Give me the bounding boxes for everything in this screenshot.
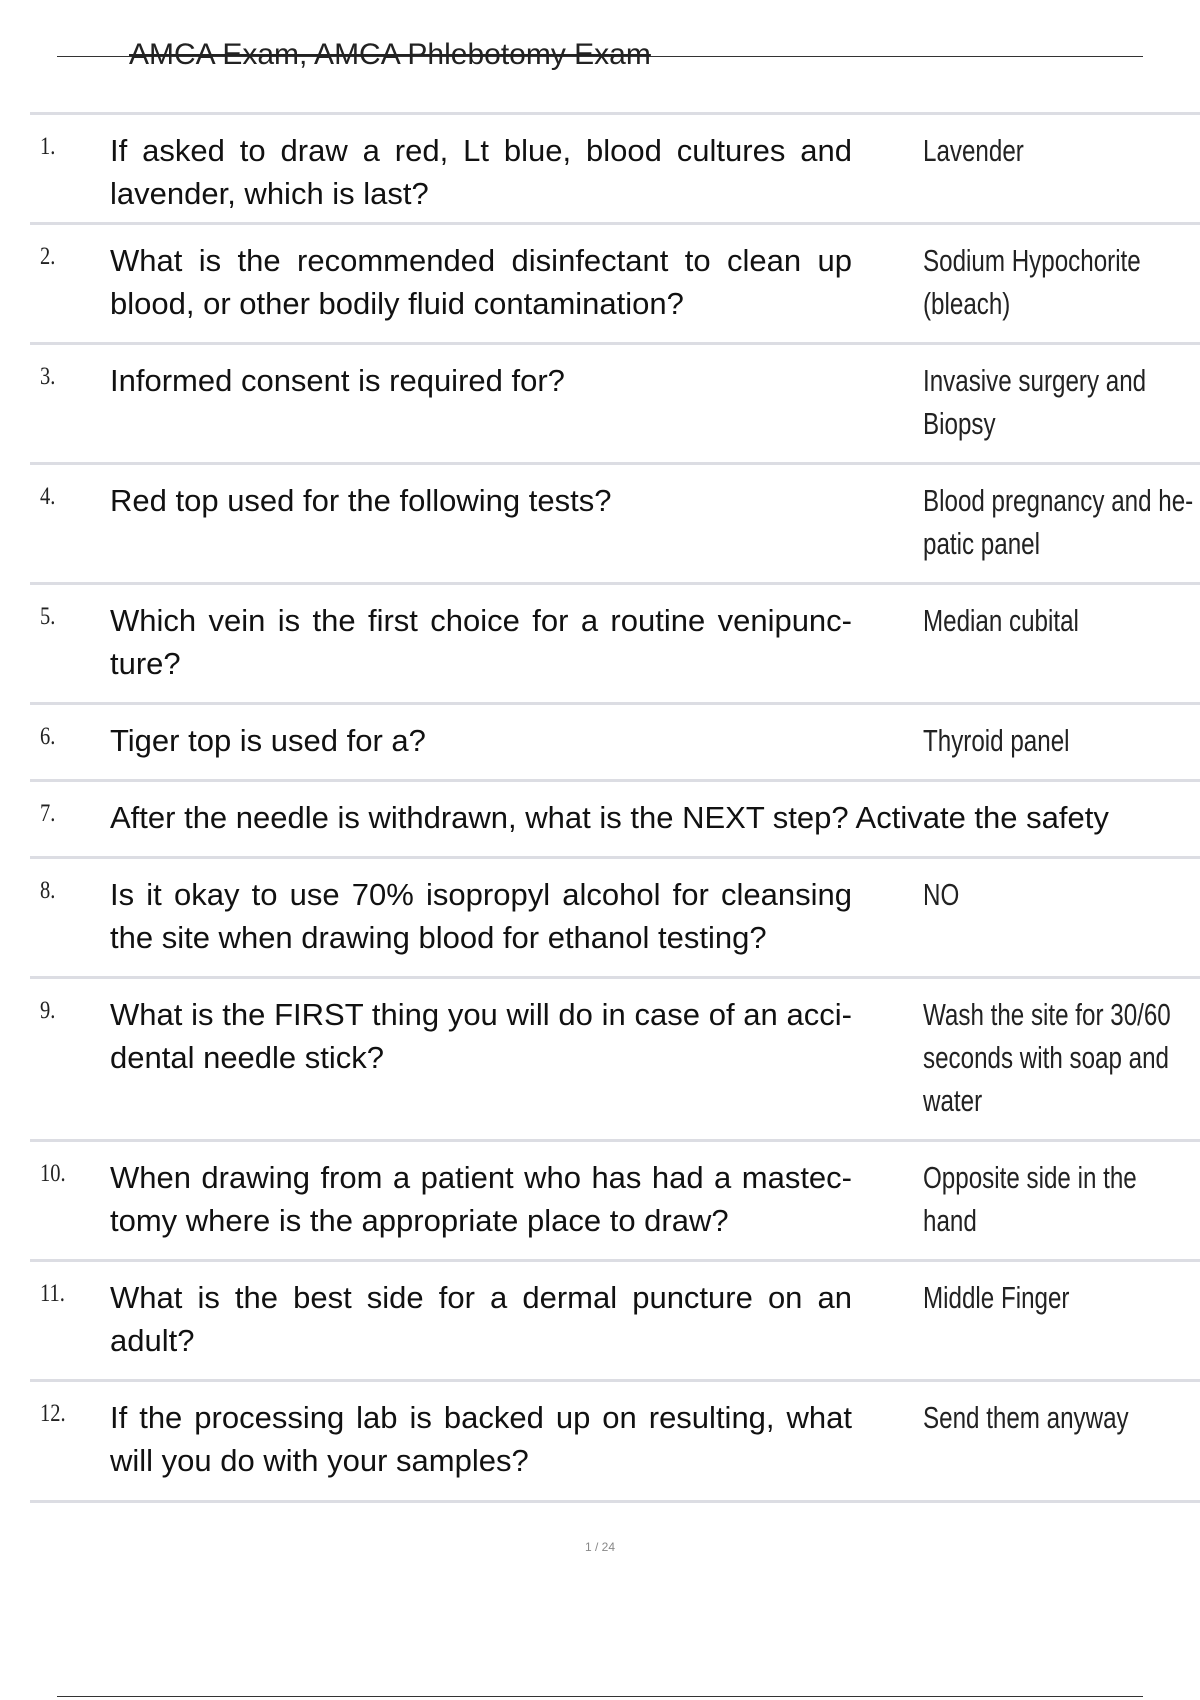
question-number: 2. bbox=[40, 243, 56, 270]
qa-row bbox=[30, 115, 1200, 225]
answer-text: Wash the site for 30/60 seconds with soap and water bbox=[923, 997, 1171, 1118]
footer-rule bbox=[57, 1696, 1143, 1697]
question-number: 7. bbox=[40, 800, 56, 827]
question-number: 1. bbox=[40, 133, 56, 160]
qa-row bbox=[30, 1142, 1200, 1262]
qa-row bbox=[30, 1262, 1200, 1382]
question-number: 5. bbox=[40, 603, 56, 630]
question-text: After the needle is withdrawn, what is the NEXT step? Activate the safety bbox=[110, 800, 1109, 835]
question-number: 9. bbox=[40, 997, 56, 1024]
answer-text: Lavender bbox=[923, 133, 1024, 168]
question-text: What is the recommended disinfectant to clean up blood, or other bodily fluid contamination? bbox=[110, 243, 852, 321]
answer-text: Send them anyway bbox=[923, 1400, 1129, 1435]
page-number: 1 / 24 bbox=[584, 1540, 616, 1554]
answer-text: Opposite side in the hand bbox=[923, 1160, 1137, 1238]
question-number: 10. bbox=[40, 1160, 66, 1187]
question-text: Tiger top is used for a? bbox=[110, 723, 426, 758]
question-text: What is the best side for a dermal puncture on an adult? bbox=[110, 1280, 852, 1358]
page-header bbox=[57, 34, 1143, 74]
answer-text: Blood pregnancy and he- patic panel bbox=[923, 483, 1194, 561]
question-text: When drawing from a patient who has had a mastec- tomy where is the appropriate place to draw? bbox=[110, 1160, 852, 1238]
question-text: Red top used for the following tests? bbox=[110, 483, 612, 518]
question-number: 3. bbox=[40, 363, 56, 390]
qa-row bbox=[30, 859, 1200, 979]
answer-text: Middle Finger bbox=[923, 1280, 1070, 1315]
qa-row bbox=[30, 225, 1200, 345]
qa-row bbox=[30, 345, 1200, 465]
question-text: Informed consent is required for? bbox=[110, 363, 565, 398]
answer-text: Invasive surgery and Biopsy bbox=[923, 363, 1147, 441]
qa-row bbox=[30, 1382, 1200, 1503]
question-text: If asked to draw a red, Lt blue, blood cultures and lavender, which is last? bbox=[110, 133, 852, 211]
answer-text: Sodium Hypochorite (bleach) bbox=[923, 243, 1141, 321]
question-text: Which vein is the first choice for a routine venipunc- ture? bbox=[110, 603, 852, 681]
qa-row bbox=[30, 782, 1200, 859]
answer-text: Thyroid panel bbox=[923, 723, 1070, 758]
question-text: What is the FIRST thing you will do in case of an acci- dental needle stick? bbox=[110, 997, 852, 1075]
qa-row bbox=[30, 465, 1200, 585]
question-number: 12. bbox=[40, 1400, 66, 1427]
qa-row bbox=[30, 585, 1200, 705]
question-number: 6. bbox=[40, 723, 56, 750]
document-title: AMCA Exam, AMCA Phlebotomy Exam bbox=[129, 38, 651, 71]
question-text: If the processing lab is backed up on resulting, what will you do with your samples? bbox=[110, 1400, 852, 1478]
answer-text: NO bbox=[923, 877, 960, 912]
question-text: Is it okay to use 70% isopropyl alcohol for cleansing the site when drawing blood for ethanol testing? bbox=[110, 877, 852, 955]
question-number: 4. bbox=[40, 483, 56, 510]
answer-text: Median cubital bbox=[923, 603, 1079, 638]
qa-row bbox=[30, 979, 1200, 1142]
question-number: 11. bbox=[40, 1280, 65, 1307]
qa-table bbox=[30, 112, 1200, 1503]
qa-row bbox=[30, 705, 1200, 782]
question-number: 8. bbox=[40, 877, 56, 904]
